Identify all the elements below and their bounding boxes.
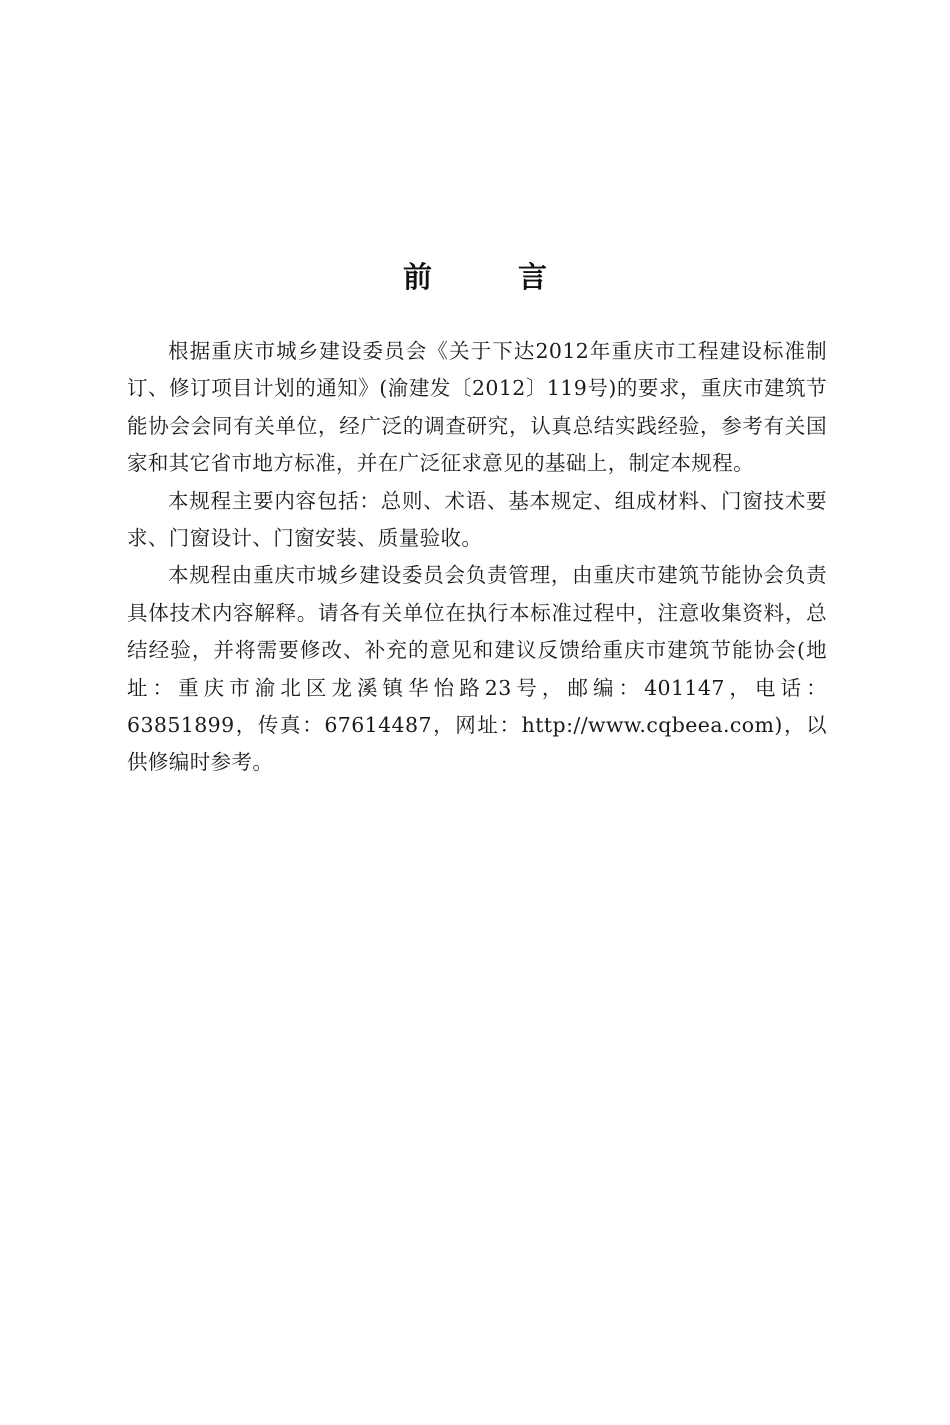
paragraph-background: 根据重庆市城乡建设委员会《关于下达2012年重庆市工程建设标准制订、修订项目计划的通知》(渝建发〔2012〕119号)的要求，重庆市建筑节能协会会同有关单位，经广泛的调查研究，认真总结实践经验，参考有关国家和其它省市地方标准，并在广泛征求意见的基础上，制定本规程。 [127, 339, 827, 476]
paragraph-management: 本规程由重庆市城乡建设委员会负责管理，由重庆市建筑节能协会负责具体技术内容解释。请各有关单位在执行本标准过程中，注意收集资料，总结经验，并将需要修改、补充的意见和建议反馈给重庆市建筑节能协会(地址：重庆市渝北区龙溪镇华怡路23号，邮编：401147，电话：63851899，传真：67614487，网址：http://www.cqbeea.com)，以供修编时参考。 [127, 563, 827, 775]
paragraph-contents: 本规程主要内容包括：总则、术语、基本规定、组成材料、门窗技术要求、门窗设计、门窗安装、质量验收。 [127, 488, 827, 551]
preface-body [127, 333, 827, 782]
page-title: 前 言 [402, 260, 586, 295]
